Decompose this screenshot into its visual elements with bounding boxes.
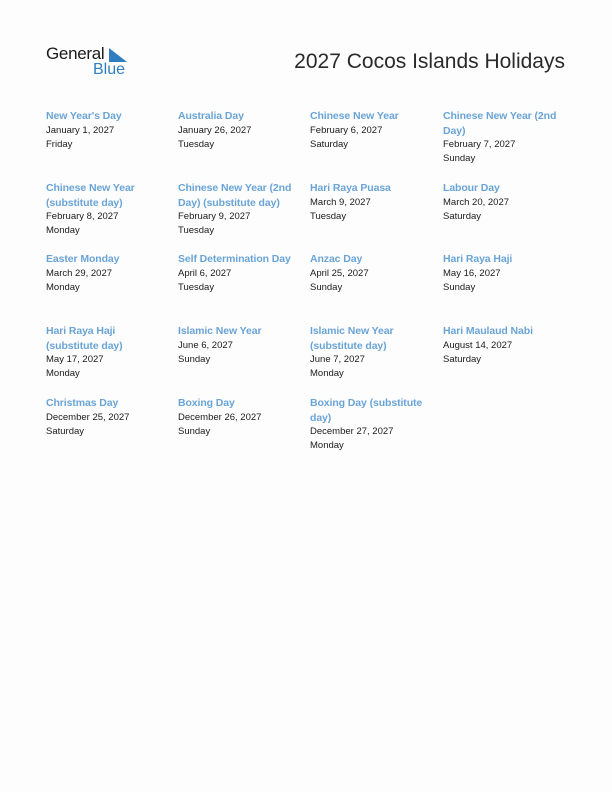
holiday-date: May 17, 2027 [46, 354, 104, 365]
holiday-name: Self Determination Day [178, 253, 291, 265]
holiday-date: June 6, 2027 [178, 339, 233, 351]
holiday-date: February 6, 2027 [310, 124, 383, 136]
holiday-weekday: Tuesday [178, 225, 215, 236]
holiday-name: Australia Day [178, 110, 244, 122]
holiday-weekday: Saturday [310, 138, 349, 150]
holiday-name: Islamic New Year (substitute day) [310, 325, 394, 352]
holiday-entry [46, 252, 170, 295]
holiday-name: Easter Monday [46, 253, 120, 265]
holiday-date: February 8, 2027 [46, 211, 119, 222]
holiday-date: December 26, 2027 [178, 411, 262, 423]
holiday-date: March 20, 2027 [443, 196, 510, 208]
holiday-date: April 25, 2027 [310, 267, 369, 279]
holiday-entry [443, 109, 567, 166]
holiday-entry [443, 252, 567, 295]
holiday-weekday: Sunday [310, 281, 343, 293]
holiday-weekday: Saturday [443, 210, 482, 222]
holiday-name: Islamic New Year [178, 325, 262, 337]
holiday-entry [178, 252, 302, 295]
holiday-date: February 9, 2027 [178, 211, 251, 222]
holiday-entry [310, 324, 434, 381]
holiday-entry [443, 181, 567, 224]
holiday-date: March 29, 2027 [46, 267, 113, 279]
holiday-weekday: Tuesday [178, 281, 215, 293]
holiday-entry [310, 109, 434, 152]
holiday-weekday: Tuesday [178, 138, 215, 150]
holiday-entry [178, 109, 302, 152]
holiday-entry [178, 396, 302, 439]
holiday-name: Boxing Day [178, 397, 235, 409]
holiday-name: Chinese New Year (substitute day) [46, 182, 135, 209]
holiday-date: December 25, 2027 [46, 411, 130, 423]
holiday-entry [46, 109, 170, 152]
holiday-weekday: Monday [310, 440, 344, 451]
holiday-date: August 14, 2027 [443, 339, 513, 351]
holiday-date: March 9, 2027 [310, 196, 371, 208]
holiday-entry [46, 396, 170, 439]
holiday-weekday: Monday [46, 368, 80, 379]
holiday-weekday: Sunday [178, 353, 211, 365]
page-title: 2027 Cocos Islands Holidays [294, 50, 565, 73]
holiday-weekday: Monday [46, 225, 80, 236]
holiday-weekday: Saturday [46, 425, 85, 437]
holiday-date: December 27, 2027 [310, 426, 394, 437]
holiday-entry [443, 324, 567, 367]
holiday-name: New Year's Day [46, 110, 122, 122]
holiday-weekday: Sunday [178, 425, 211, 437]
holiday-name: Christmas Day [46, 397, 119, 409]
holiday-weekday: Tuesday [310, 210, 347, 222]
holiday-name: Labour Day [443, 182, 500, 194]
holiday-date: April 6, 2027 [178, 267, 232, 279]
logo-text-blue: Blue [93, 61, 126, 78]
holiday-name: Chinese New Year [310, 110, 399, 122]
general-blue-logo [46, 44, 136, 80]
holiday-date: May 16, 2027 [443, 267, 501, 279]
holiday-entry [46, 324, 170, 381]
holiday-date: June 7, 2027 [310, 354, 365, 365]
holiday-weekday: Saturday [443, 353, 482, 365]
holiday-date: January 26, 2027 [178, 124, 252, 136]
holiday-entry [310, 396, 434, 453]
holiday-weekday: Monday [310, 368, 344, 379]
holiday-weekday: Sunday [443, 281, 476, 293]
holiday-name: Hari Raya Puasa [310, 182, 391, 194]
holiday-entry [310, 181, 434, 224]
holiday-name: Hari Maulaud Nabi [443, 325, 533, 337]
holiday-name: Boxing Day (substitute day) [310, 397, 423, 424]
holiday-date: January 1, 2027 [46, 124, 115, 136]
holiday-name: Hari Raya Haji [443, 253, 513, 265]
holiday-name: Chinese New Year (2nd Day) [443, 110, 557, 137]
holiday-weekday: Friday [46, 138, 73, 150]
holiday-entry [178, 181, 302, 238]
logo-text-general: General [46, 44, 105, 63]
holiday-weekday: Monday [46, 281, 80, 293]
holiday-weekday: Sunday [443, 153, 476, 164]
holiday-name: Anzac Day [310, 253, 363, 265]
holiday-date: February 7, 2027 [443, 139, 516, 150]
holiday-entry [178, 324, 302, 367]
holiday-entry [310, 252, 434, 295]
holiday-name: Chinese New Year (2nd Day) (substitute day) [178, 182, 292, 209]
holiday-entry [46, 181, 170, 238]
holiday-name: Hari Raya Haji (substitute day) [46, 325, 123, 352]
